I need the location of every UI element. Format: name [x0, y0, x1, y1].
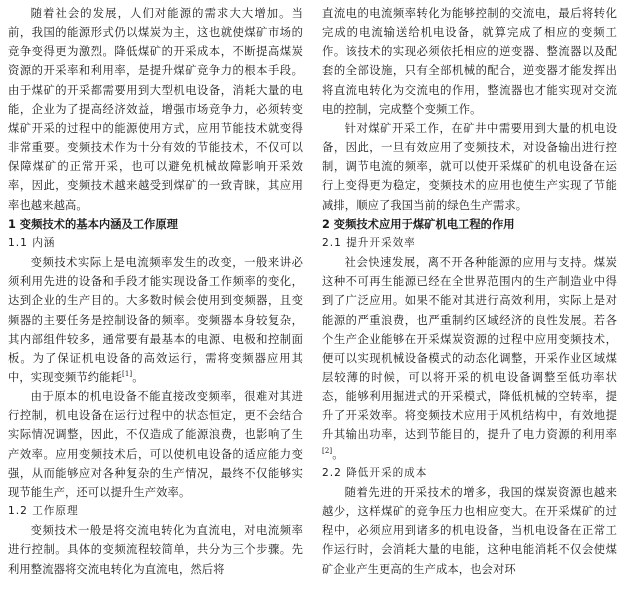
paragraph-end: 。: [132, 370, 144, 384]
section-2-heading: 2 变频技术应用于煤矿机电工程的作用: [322, 217, 515, 231]
paragraph-text: 变频技术实际上是电流频率发生的改变，一般来讲必须利用先进的设备和手段才能实现设备工作频率的变化，达到企业的生产目的。大多数时候会使用到变频器，且变频器的主要任务是控制设备的频率。变频器本身较复杂，其内部组件较多，通常要有最基本的电源、电极和控制面板。为了保证机电设备的高效运行，需将变频器应用其中，实现变频节约能耗: [8, 256, 303, 384]
mining-paragraph: 针对煤矿开采工作，在矿井中需要用到大量的机电设备，因此，一旦有效应用了变频技术，对设备输出进行控制，调节电流的频率，就可以使开采煤矿的机电设备在运行上变得更为稳定，变频技术的应用也使生产实现了节能减排，顺应了我国当前的绿色生产需求。: [322, 121, 617, 212]
paragraph-text: 社会快速发展，离不开各种能源的应用与支持。煤炭这种不可再生能源已经在全世界范围内的生产制造业中得到了广泛应用。如果不能对其进行高效利用，实际上是对能源的严重浪费，也严重制约区域经济的良性发展。若各个生产企业能够在开采煤炭资源的过程中应用变频技术，便可以实现机械设备模式的动态化调整，开采作业区域煤层较薄的时候，可以将开采的机电设备调整至低功率状态，能够利用掘进式的开采模式，降低机械的空转率，提升了开采效率。将变频技术应用于风机结构中，有效地提升其输出功率，达到节能目的，提升了电力资源的利用率: [322, 256, 617, 442]
subsection-1-1-paragraph-2: 由于原本的机电设备不能直接改变频率，很难对其进行控制，机电设备在运行过程中的状态恒定，更不会结合实际情况调整，因此，不仅造成了能源浪费，也影响了生产效率。应用变频技术后，可以使机电设备的适应能力变强，从而能够应对各种复杂的生产情况，最终不仅能够实现节能生产，还可以提升生产效率。: [8, 390, 303, 499]
subsection-2-1-paragraph: [322, 253, 617, 464]
subsection-1-1-heading: 1.1 内涵: [8, 236, 56, 249]
continued-paragraph: 直流电的电流频率转化为能够控制的交流电，最后将转化完成的电流输送给机电设备，就算完成了相应的变频工作。该技术的实现必须依托相应的逆变器、整流器以及配套的全部设施，只有全部机械的配合，逆变器才能发挥出将直流电转化为交流电的作用，整流器也才能实现对交流电的控制，完成整个变频工作。: [322, 7, 617, 116]
subsection-1-2-heading: 1.2 工作原理: [8, 505, 79, 518]
intro-paragraph: 随着社会的发展，人们对能源的需求大大增加。当前，我国的能源形式仍以煤炭为主，这也就使煤矿市场的竞争变得更为激烈。降低煤矿的开采成本，不断提高煤炭资源的开采率和利用率，是提升煤矿竞争力的根本手段。由于煤矿的开采都需要用到大型机电设备，消耗大量的电能，企业为了提高经济效益，增强市场竞争力，必须转变煤矿开采的过程中的能源使用方式，应用节能技术就变得非常重要。变频技术作为十分有效的节能技术，不仅可以保障煤矿的正常开采，也可以避免机械故障影响开采效率，因此，变频技术越来越受到煤矿的一致青睐，其应用率也越来越高。: [8, 7, 303, 212]
subsection-2-1-heading: 2.1 提升开采效率: [322, 236, 416, 249]
left-column: [8, 4, 303, 579]
citation-ref-2: [2]: [322, 446, 333, 455]
paragraph-end: 。: [332, 447, 344, 461]
section-1-heading: 1 变频技术的基本内涵及工作原理: [8, 217, 178, 231]
subsection-2-2-heading: 2.2 降低开采的成本: [322, 466, 428, 479]
subsection-1-1-paragraph-1: [8, 253, 303, 387]
subsection-1-2-paragraph: 变频技术一般是将交流电转化为直流电，对电流频率进行控制。具体的变频流程较简单，共分为三个步骤。先利用整流器将交流电转化为直流电，然后将: [8, 524, 303, 576]
subsection-2-2-paragraph: 随着先进的开采技术的增多，我国的煤炭资源也越来越少，这样煤矿的竞争压力也相应变大。在开采煤矿的过程中，必须应用到诸多的机电设备，当机电设备在正常工作运行时，会消耗大量的电能，这种电能消耗不仅会使煤矿企业产生更高的生产成本，也会对环: [322, 485, 617, 576]
citation-ref-1: [1]: [121, 370, 133, 379]
right-column: [322, 4, 617, 579]
